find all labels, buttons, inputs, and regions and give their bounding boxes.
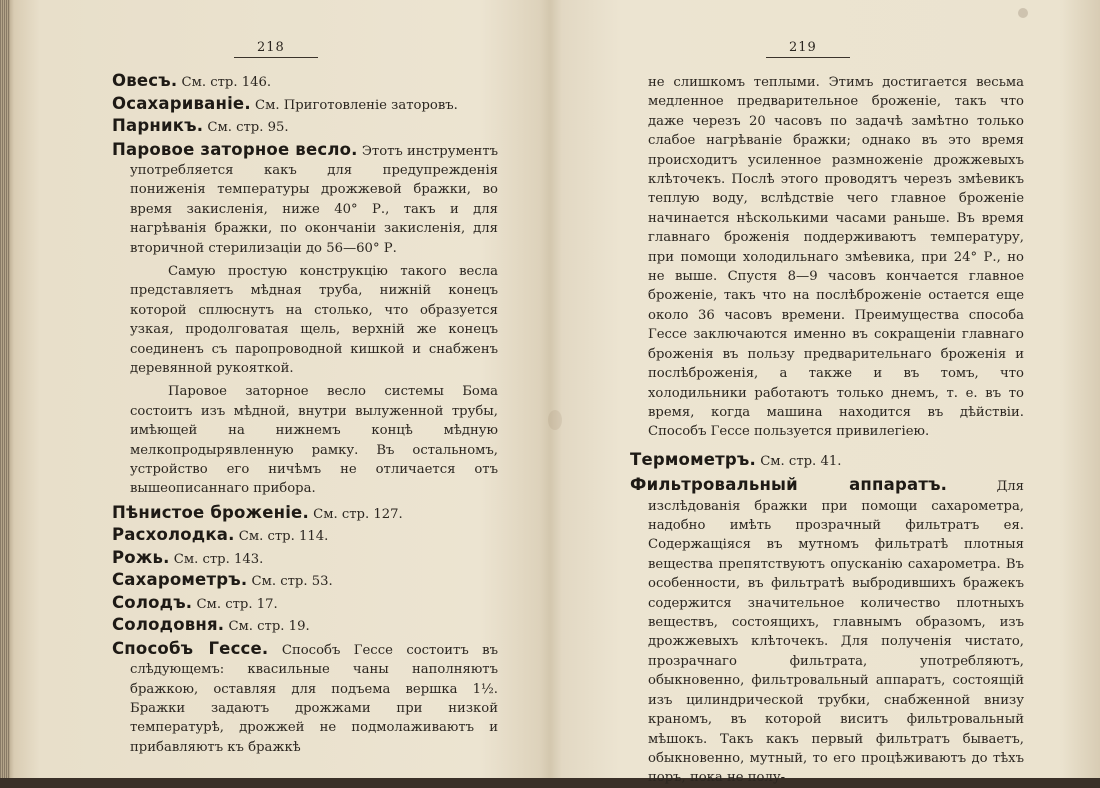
dictionary-entry — [112, 570, 498, 593]
dictionary-entry — [112, 548, 498, 571]
headword: Способъ Гессе. — [112, 638, 269, 658]
dictionary-entry — [112, 593, 498, 616]
dictionary-entry — [112, 525, 498, 548]
page-number-rule — [234, 57, 318, 58]
left-page-text — [112, 71, 498, 757]
entry-body: См. стр. 146. — [181, 75, 272, 90]
paragraph: Самую простую конструкцію такого весла представляетъ мѣдная труба, нижній конецъ которой сплюснутъ на столько, что образуется узкая, продолговатая щель, верхній же конецъ соединенъ съ паропроводной кишкой и снабженъ деревянной рукояткой. — [130, 263, 498, 376]
dictionary-entry — [630, 475, 1024, 788]
entry-body: См. стр. 19. — [228, 619, 310, 635]
headword: Осахариваніе. — [112, 93, 251, 113]
headword: Солодовня. — [112, 615, 225, 635]
entry-body: См. стр. 53. — [251, 574, 333, 590]
dictionary-entry — [112, 615, 498, 638]
dictionary-entry — [112, 503, 498, 526]
headword: Парникъ. — [112, 116, 204, 135]
headword: Термометръ. — [630, 449, 756, 469]
entry-body: Способъ Гессе состоитъ въ слѣдующемъ: квасильные чаны наполняютъ бражкою, оставляя для подъема вершка 1½. Бражки задаютъ дрожжами при низкой температурѣ, дрожжей не подмолаживаютъ и прибавляютъ къ бражкѣ — [130, 642, 498, 755]
headword: Паровое заторное весло. — [112, 139, 358, 159]
paragraph: Паровое заторное весло системы Бома состоитъ изъ мѣдной, внутри вылуженной трубы, имѣющей на нижнемъ концѣ мѣдную мелкопродырявленную рамку. Въ остальномъ, устройство его ничѣмъ не отличается отъ вышеописаннаго прибора. — [130, 384, 498, 497]
entry-body: См. стр. 95. — [207, 120, 289, 135]
entry-body: См. стр. 127. — [313, 506, 403, 522]
entry-body: См. стр. 17. — [196, 596, 278, 612]
headword: Фильтровальный аппаратъ. — [630, 475, 948, 495]
dictionary-entry — [112, 94, 498, 117]
page-number: 218 — [257, 40, 285, 55]
headword: Рожь. — [112, 547, 170, 567]
entry-body: См. стр. 114. — [238, 529, 329, 545]
headword: Овесъ. — [112, 71, 178, 90]
headword: Сахарометръ. — [112, 570, 248, 590]
entry-body: Этотъ инструментъ употребляется какъ для предупрежденія пониженія температуры дрожжевой бражки, во время закисленія, ниже 40° Р., такъ и для нагрѣванія бражки, по окончаніи закисленія, для вторичной стерилизаціи до 56—60° Р. — [130, 143, 499, 256]
page-edges — [0, 0, 10, 778]
dictionary-entry — [112, 639, 498, 757]
dictionary-entry — [112, 116, 498, 139]
continued-paragraph: не слишкомъ теплыми. Этимъ достигается весьма медленное предварительное броженіе, такъ что даже черезъ 20 часовъ по задачѣ замѣтно только слабое нагрѣваніе бражки; однако въ это время происходитъ усиленное размноженіе дрожжевыхъ клѣточекъ. Послѣ этого проводятъ черезъ змѣевикъ теплую воду, вслѣдствіе чего главное броженіе начинается нѣсколькими часами раньше. Въ время главнаго броженія поддерживаютъ температуру, при помощи холодильнаго змѣевика, при 24° Р., но не выше. Спустя 8—9 часовъ кончается главное броженіе, такъ что на послѣброженіе остается еще около 36 часовъ времени. Преимущества способа Гессе заключаются именно въ сокращеніи главнаго броженія въ пользу предварительнаго броженія и послѣброженія, а также и въ томъ, что холодильники работаютъ только днемъ, т. е. въ то время, когда машина находится въ дѣйствіи. Способъ Гессе пользуется привилегіею. — [648, 75, 1024, 440]
entry-body: См. Приготовленіе заторовъ. — [255, 97, 458, 113]
dictionary-entry — [112, 140, 498, 499]
left-page — [14, 0, 550, 778]
entry-body: См. стр. 41. — [760, 453, 842, 469]
headword: Солодъ. — [112, 592, 193, 612]
entry-body: Для изслѣдованія бражки при помощи сахарометра, надобно имѣть прозрачный фильтратъ ея. Содержащіяся въ мутномъ фильтратѣ плотныя вещества препятствуютъ опусканію сахарометра. Въ особенности, въ фильтратѣ выбродившихъ бражекъ содержится значительное количество плотныхъ веществъ, состоящихъ, главнымъ образомъ, изъ дрожжевыхъ клѣточекъ. Для полученія чистато, прозрачнаго фильтрата, употребляютъ, обыкновенно, фильтровальный аппаратъ, состоящій изъ цилиндрической трубки, снабженной внизу краномъ, въ которой виситъ фильтровальный мѣшокъ. Такъ какъ первый фильтратъ бываетъ, обыкновенно, мутный, то его процѣживаютъ до тѣхъ поръ, пока не полу- — [648, 479, 1024, 786]
dictionary-entry — [112, 71, 498, 94]
right-page — [552, 0, 1100, 786]
entry-body: См. стр. 143. — [173, 551, 264, 567]
right-page-text — [630, 73, 1024, 788]
page-number-rule — [766, 57, 850, 58]
headword: Пѣнистое броженіе. — [112, 502, 309, 522]
dictionary-entry — [630, 450, 1024, 473]
headword: Расхолодка. — [112, 525, 235, 545]
page-number: 219 — [789, 40, 817, 55]
